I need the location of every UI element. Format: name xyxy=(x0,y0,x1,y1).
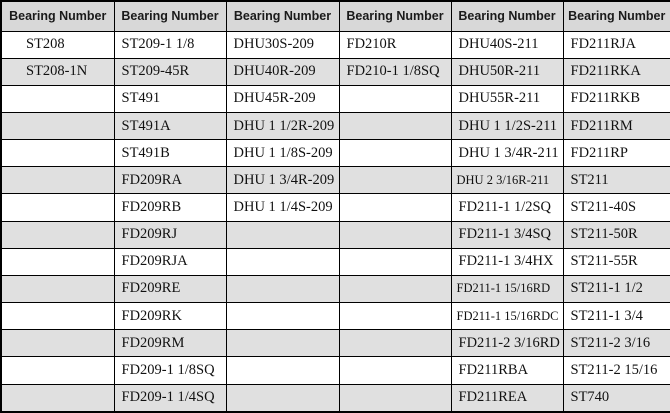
table-cell-r5-c0 xyxy=(1,167,114,194)
table-row-8 xyxy=(1,248,670,275)
table-cell-r11-c2 xyxy=(226,330,339,357)
header-cell-4: Bearing Number xyxy=(451,1,563,31)
table-cell-r10-c2 xyxy=(226,303,339,330)
table-cell-r1-c4: DHU50R-211 xyxy=(451,58,563,85)
table-cell-r3-c1: ST491A xyxy=(114,112,226,139)
table-cell-r1-c0: ST208-1N xyxy=(1,58,114,85)
table-body xyxy=(1,31,670,412)
table-cell-r3-c2: DHU 1 1/2R-209 xyxy=(226,112,339,139)
table-row-9 xyxy=(1,275,670,302)
table-cell-r7-c3 xyxy=(339,221,451,248)
table-cell-r5-c4: DHU 2 3/16R-211 xyxy=(451,167,563,194)
table-cell-r9-c5: ST211-1 1/2 xyxy=(563,275,670,302)
table-cell-r5-c5: ST211 xyxy=(563,167,670,194)
table-cell-r6-c0 xyxy=(1,194,114,221)
table-cell-r11-c3 xyxy=(339,330,451,357)
table-cell-r3-c0 xyxy=(1,112,114,139)
table-cell-r4-c3 xyxy=(339,140,451,167)
table-cell-r9-c4: FD211-1 15/16RD xyxy=(451,275,563,302)
table-cell-r3-c5: FD211RM xyxy=(563,112,670,139)
table-cell-r8-c3 xyxy=(339,248,451,275)
table-cell-r7-c4: FD211-1 3/4SQ xyxy=(451,221,563,248)
table-cell-r5-c3 xyxy=(339,167,451,194)
header-cell-2: Bearing Number xyxy=(226,1,339,31)
table-cell-r8-c2 xyxy=(226,248,339,275)
table-cell-r1-c1: ST209-45R xyxy=(114,58,226,85)
table-cell-r2-c4: DHU55R-211 xyxy=(451,85,563,112)
table-row-0 xyxy=(1,31,670,58)
table-cell-r5-c2: DHU 1 3/4R-209 xyxy=(226,167,339,194)
table-header xyxy=(1,1,670,31)
table-cell-r7-c2 xyxy=(226,221,339,248)
header-cell-5: Bearing Number xyxy=(563,1,670,31)
table-cell-r13-c3 xyxy=(339,384,451,412)
table-cell-r6-c1: FD209RB xyxy=(114,194,226,221)
table-cell-r6-c5: ST211-40S xyxy=(563,194,670,221)
table-cell-r10-c3 xyxy=(339,303,451,330)
table-cell-r13-c2 xyxy=(226,384,339,412)
table-cell-r12-c3 xyxy=(339,357,451,384)
table-cell-r1-c5: FD211RKA xyxy=(563,58,670,85)
table-row-3 xyxy=(1,112,670,139)
table-cell-r3-c4: DHU 1 1/2S-211 xyxy=(451,112,563,139)
table-cell-r0-c4: DHU40S-211 xyxy=(451,31,563,58)
table-cell-r2-c3 xyxy=(339,85,451,112)
header-cell-0: Bearing Number xyxy=(1,1,114,31)
table-row-2 xyxy=(1,85,670,112)
table-cell-r9-c3 xyxy=(339,275,451,302)
table-row-5 xyxy=(1,167,670,194)
table-row-4 xyxy=(1,140,670,167)
table-cell-r10-c5: ST211-1 3/4 xyxy=(563,303,670,330)
table-cell-r9-c2 xyxy=(226,275,339,302)
table-cell-r2-c1: ST491 xyxy=(114,85,226,112)
table-row-13 xyxy=(1,384,670,412)
table-cell-r13-c4: FD211REA xyxy=(451,384,563,412)
table-cell-r4-c4: DHU 1 3/4R-211 xyxy=(451,140,563,167)
table-cell-r13-c0 xyxy=(1,384,114,412)
table-cell-r0-c5: FD211RJA xyxy=(563,31,670,58)
table-cell-r10-c0 xyxy=(1,303,114,330)
table-cell-r12-c0 xyxy=(1,357,114,384)
table-cell-r12-c4: FD211RBA xyxy=(451,357,563,384)
table-cell-r1-c3: FD210-1 1/8SQ xyxy=(339,58,451,85)
header-row xyxy=(1,1,670,31)
table-cell-r0-c1: ST209-1 1/8 xyxy=(114,31,226,58)
table-cell-r7-c1: FD209RJ xyxy=(114,221,226,248)
table-cell-r7-c5: ST211-50R xyxy=(563,221,670,248)
table-cell-r13-c5: ST740 xyxy=(563,384,670,412)
table-cell-r0-c0: ST208 xyxy=(1,31,114,58)
table-cell-r1-c2: DHU40R-209 xyxy=(226,58,339,85)
table-row-1 xyxy=(1,58,670,85)
table-cell-r4-c5: FD211RP xyxy=(563,140,670,167)
table-cell-r12-c1: FD209-1 1/8SQ xyxy=(114,357,226,384)
table-cell-r6-c3 xyxy=(339,194,451,221)
table-cell-r3-c3 xyxy=(339,112,451,139)
table-cell-r2-c5: FD211RKB xyxy=(563,85,670,112)
table-row-11 xyxy=(1,330,670,357)
table-cell-r6-c4: FD211-1 1/2SQ xyxy=(451,194,563,221)
table-row-6 xyxy=(1,194,670,221)
table-cell-r0-c3: FD210R xyxy=(339,31,451,58)
table-cell-r11-c4: FD211-2 3/16RD xyxy=(451,330,563,357)
table-cell-r4-c0 xyxy=(1,140,114,167)
table-cell-r12-c2 xyxy=(226,357,339,384)
table-cell-r2-c0 xyxy=(1,85,114,112)
table-row-10 xyxy=(1,303,670,330)
table-cell-r11-c1: FD209RM xyxy=(114,330,226,357)
table-cell-r10-c1: FD209RK xyxy=(114,303,226,330)
table-cell-r8-c5: ST211-55R xyxy=(563,248,670,275)
table-cell-r9-c0 xyxy=(1,275,114,302)
table-cell-r8-c1: FD209RJA xyxy=(114,248,226,275)
table-cell-r11-c5: ST211-2 3/16 xyxy=(563,330,670,357)
header-cell-1: Bearing Number xyxy=(114,1,226,31)
header-cell-3: Bearing Number xyxy=(339,1,451,31)
table-cell-r10-c4: FD211-1 15/16RDC xyxy=(451,303,563,330)
table-cell-r5-c1: FD209RA xyxy=(114,167,226,194)
table-cell-r0-c2: DHU30S-209 xyxy=(226,31,339,58)
table-cell-r4-c2: DHU 1 1/8S-209 xyxy=(226,140,339,167)
table-cell-r13-c1: FD209-1 1/4SQ xyxy=(114,384,226,412)
table-cell-r6-c2: DHU 1 1/4S-209 xyxy=(226,194,339,221)
table-row-7 xyxy=(1,221,670,248)
table-cell-r8-c0 xyxy=(1,248,114,275)
table-cell-r8-c4: FD211-1 3/4HX xyxy=(451,248,563,275)
table-cell-r7-c0 xyxy=(1,221,114,248)
table-cell-r4-c1: ST491B xyxy=(114,140,226,167)
table-row-12 xyxy=(1,357,670,384)
table-cell-r11-c0 xyxy=(1,330,114,357)
table-cell-r12-c5: ST211-2 15/16 xyxy=(563,357,670,384)
table-cell-r9-c1: FD209RE xyxy=(114,275,226,302)
table-cell-r2-c2: DHU45R-209 xyxy=(226,85,339,112)
